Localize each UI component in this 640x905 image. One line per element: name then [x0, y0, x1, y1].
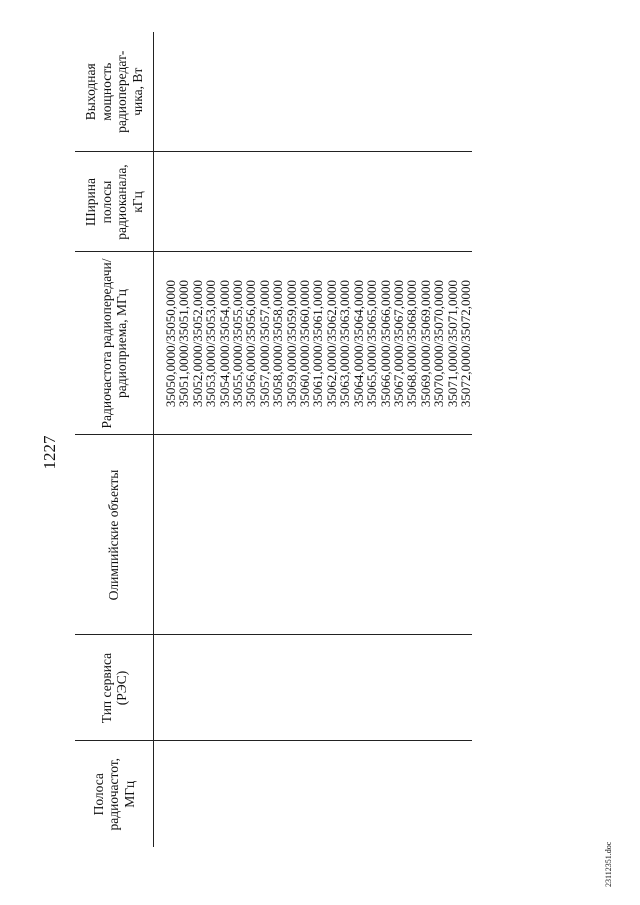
header-frequency: Радиочастота радиопередачи/ радиоприема, МГц [75, 252, 154, 435]
frequency-item: 35050,0000/35050,0000 [163, 279, 178, 408]
frequency-item: 35051,0000/35051,0000 [176, 279, 192, 408]
frequency-item: 35061,0000/35061,0000 [310, 279, 326, 408]
frequency-item: 35056,0000/35056,0000 [243, 279, 259, 408]
frequency-item: 35066,0000/35066,0000 [377, 279, 393, 408]
header-service: Тип сервиса (РЭС) [75, 635, 154, 741]
frequency-item: 35063,0000/35063,0000 [337, 279, 353, 408]
frequency-item: 35064,0000/35064,0000 [350, 279, 366, 408]
frequency-item: 35052,0000/35052,0000 [189, 279, 205, 408]
frequency-item: 35065,0000/35065,0000 [364, 279, 380, 408]
frequency-item: 35053,0000/35053,0000 [203, 279, 219, 408]
frequency-item: 35070,0000/35070,0000 [431, 279, 447, 408]
cell-band [154, 741, 473, 847]
table-header-row [75, 32, 154, 847]
header-bandwidth: Ширина полосы радиоканала, кГц [75, 152, 154, 252]
cell-bandwidth [154, 152, 473, 252]
frequency-item: 35059,0000/35059,0000 [283, 279, 299, 408]
frequency-item: 35055,0000/35055,0000 [230, 279, 246, 408]
frequency-item: 35060,0000/35060,0000 [297, 279, 313, 408]
frequency-item: 35054,0000/35054,0000 [216, 279, 232, 408]
frequency-item: 35058,0000/35058,0000 [270, 279, 286, 408]
frequency-item: 35072,0000/35072,0000 [457, 279, 473, 408]
cell-objects [154, 435, 473, 635]
frequency-table [75, 32, 472, 847]
frequency-list [164, 253, 472, 435]
document-id: 23112351.doc [604, 841, 613, 887]
page-number: 1227 [40, 435, 59, 470]
cell-frequency [154, 252, 473, 435]
frequency-item: 35069,0000/35069,0000 [417, 279, 433, 408]
header-band: Полоса радиочастот, МГц [75, 741, 154, 847]
header-objects: Олимпийские объекты [75, 435, 154, 635]
frequency-item: 35057,0000/35057,0000 [256, 279, 272, 408]
cell-power [154, 32, 473, 152]
frequency-item: 35062,0000/35062,0000 [323, 279, 339, 408]
header-power: Выходная мощность радиопередат- чика, Вт [75, 32, 154, 152]
frequency-item: 35071,0000/35071,0000 [444, 279, 460, 408]
frequency-item: 35068,0000/35068,0000 [404, 279, 420, 408]
cell-service [154, 635, 473, 741]
frequency-item: 35067,0000/35067,0000 [390, 279, 406, 408]
table-row [154, 32, 473, 847]
